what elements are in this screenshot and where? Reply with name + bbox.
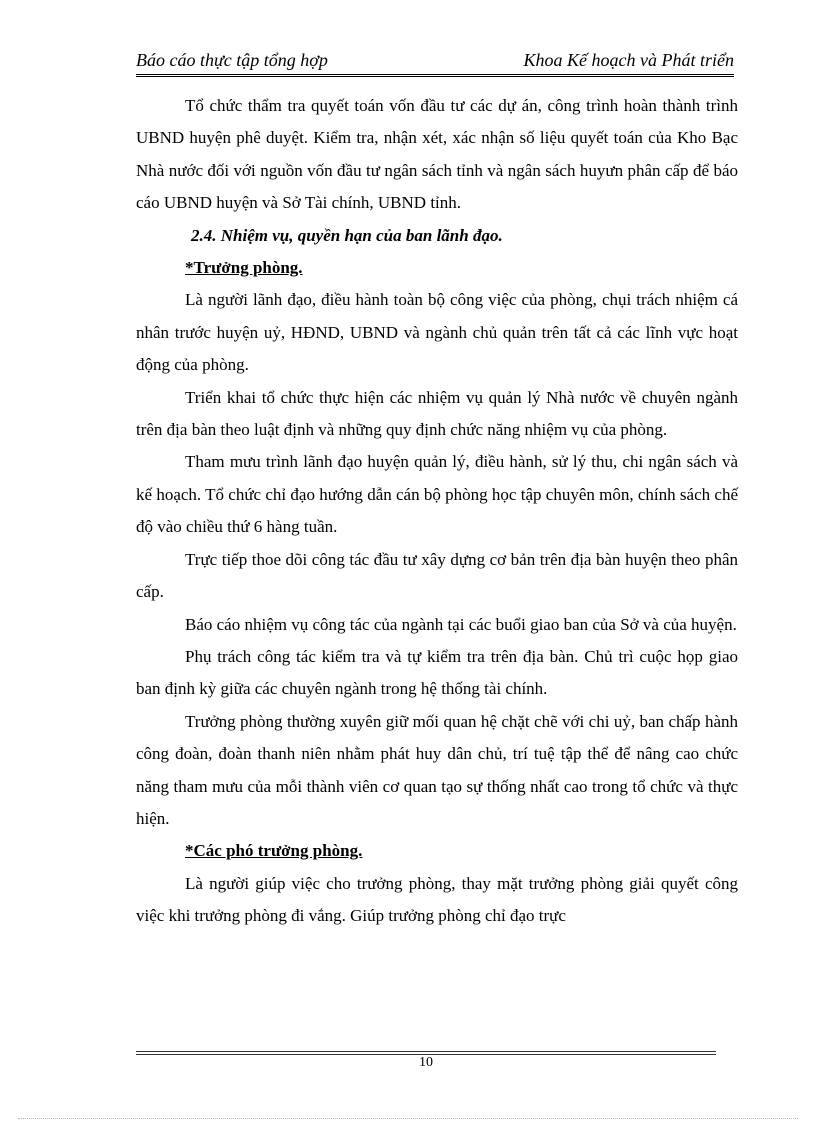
paragraph: Phụ trách công tác kiểm tra và tự kiểm tra trên địa bàn. Chủ trì cuộc họp giao ban định kỳ giữa các chuyên ngành trong hệ thống tài chính. [136,646,738,699]
page-bottom-dotted-border [18,1118,798,1119]
paragraph: Trực tiếp thoe dõi công tác đầu tư xây dựng cơ bản trên địa bàn huyện theo phân cấp. [136,549,738,602]
header-report-title: Báo cáo thực tập tổng hợp [136,50,328,70]
paragraph: Trưởng phòng thường xuyên giữ mối quan hệ chặt chẽ với chi uỷ, ban chấp hành công đoàn, đoàn thanh niên nhằm phát huy dân chủ, trí tuệ tập thể để nâng cao chức năng tham mưu của mỗi thành viên cơ quan tạo sự thống nhất cao trong tổ chức và thực hiện. [136,711,738,828]
document-body [136,90,738,933]
paragraph: Là người giúp việc cho trưởng phòng, thay mặt trưởng phòng giải quyết công việc khi trưởng phòng đi vắng. Giúp trưởng phòng chỉ đạo trực [136,873,738,926]
footer-rule-line [136,1051,716,1052]
page-number: 10 [419,1055,433,1070]
paragraph-audit: Tổ chức thẩm tra quyết toán vốn đầu tư các dự án, công trình hoàn thành trình UBND huyện phê duyệt. Kiểm tra, nhận xét, xác nhận số liệu quyết toán của Kho Bạc Nhà nước đối với nguồn vốn đầu tư ngân sách tỉnh và ngân sách huyưn phân cấp để báo cáo UBND huyện và Sở Tài chính, UBND tỉnh. [136,96,738,213]
header-faculty: Khoa Kế hoạch và Phát triển [523,50,734,70]
subheading-head-of-office: *Trưởng phòng. [185,258,303,278]
paragraph: Tham mưu trình lãnh đạo huyện quản lý, điều hành, sử lý thu, chi ngân sách và kế hoạch. Tổ chức chỉ đạo hướng dẫn cán bộ phòng học tập chuyên môn, chính sách chế độ vào chiều thứ 6 hàng tuần. [136,452,738,537]
section-heading: 2.4. Nhiệm vụ, quyền hạn của ban lãnh đạo. [191,225,503,245]
subheading-deputy-heads: *Các phó trưởng phòng. [185,841,363,861]
paragraph: Báo cáo nhiệm vụ công tác của ngành tại các buổi giao ban của Sở và của huyện. [185,614,737,634]
header-rule-line [136,76,734,77]
paragraph: Là người lãnh đạo, điều hành toàn bộ công việc của phòng, chụi trách nhiệm cá nhân trước huyện uỷ, HĐND, UBND và ngành chủ quản trên tất cả các lĩnh vực hoạt động của phòng. [136,290,738,375]
page-header [136,48,734,72]
header-rule-line [136,74,734,75]
paragraph: Triển khai tổ chức thực hiện các nhiệm vụ quản lý Nhà nước về chuyên ngành trên địa bàn theo luật định và những quy định chức năng nhiệm vụ của phòng. [136,387,738,440]
